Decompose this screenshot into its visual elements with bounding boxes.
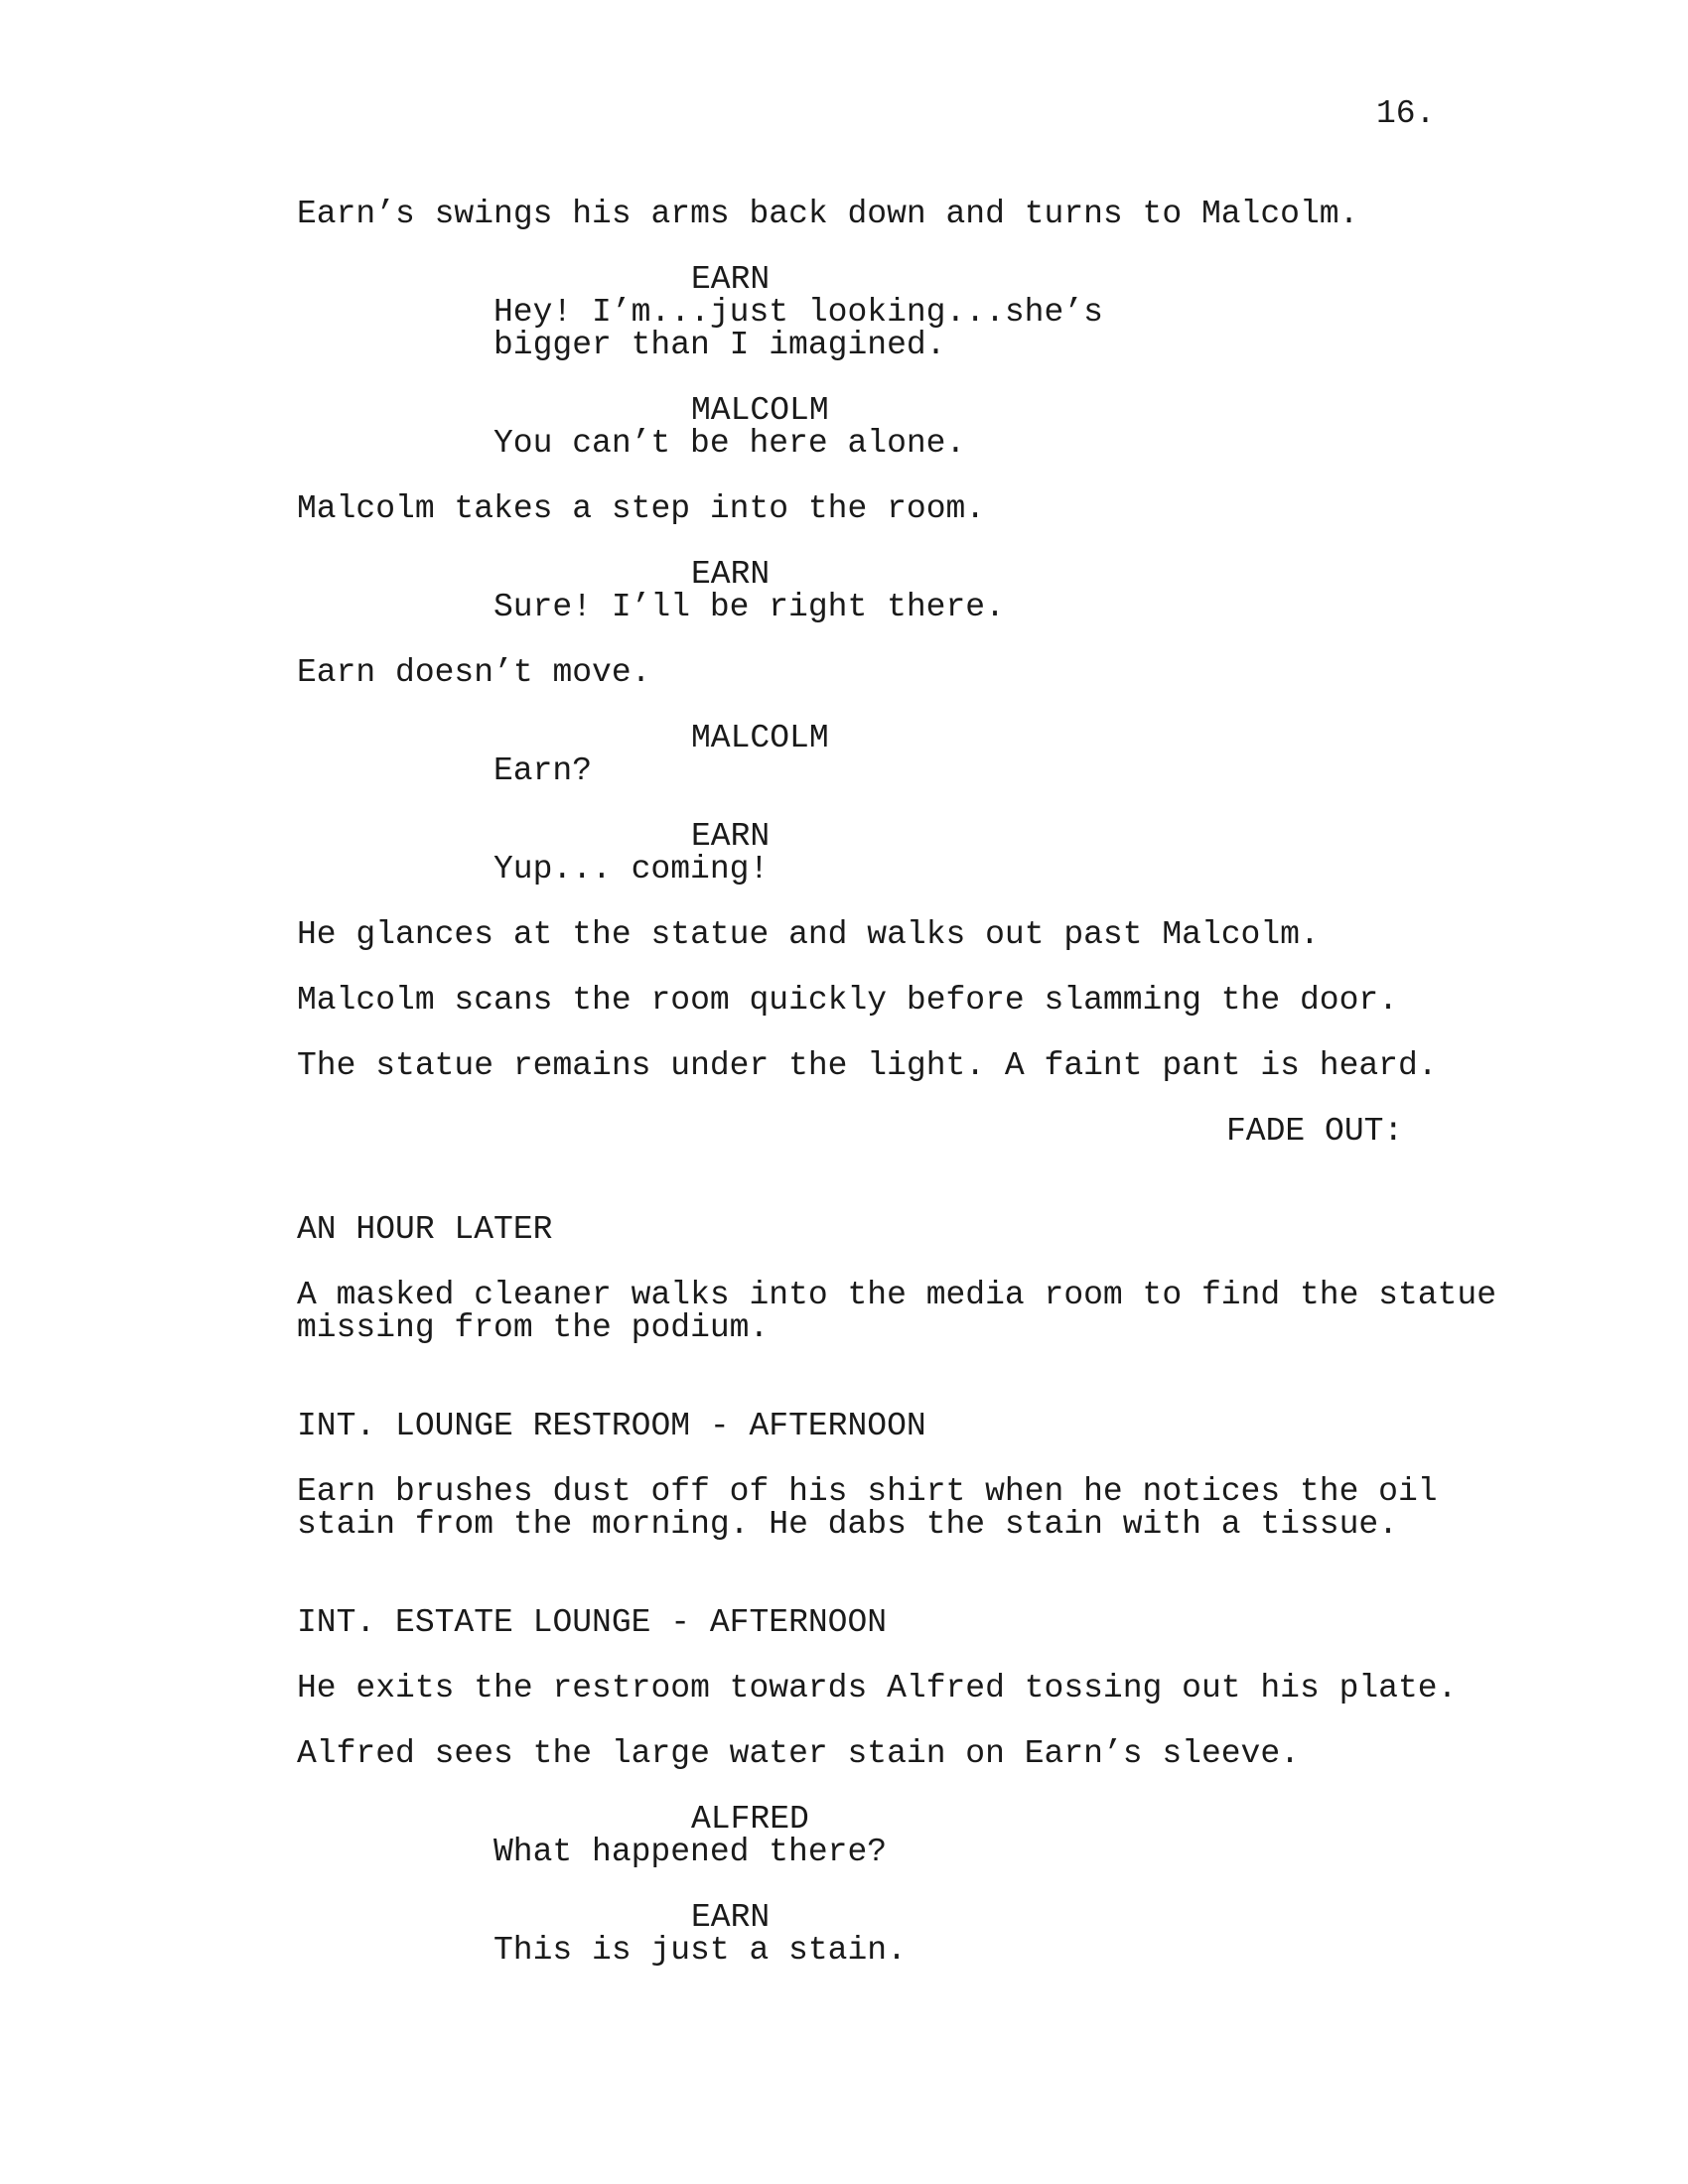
action-line: missing from the podium.: [297, 1309, 770, 1346]
action-line: The statue remains under the light. A faint pant is heard.: [297, 1047, 1438, 1084]
action-line: stain from the morning. He dabs the stain with a tissue.: [297, 1506, 1398, 1543]
scene-heading: INT. ESTATE LOUNGE - AFTERNOON: [297, 1604, 888, 1641]
dialogue-line: Hey! I’m...just looking...she’s: [493, 294, 1103, 331]
action-line: He exits the restroom towards Alfred tossing out his plate.: [297, 1670, 1458, 1706]
character-name: EARN: [691, 261, 771, 298]
dialogue-line: bigger than I imagined.: [493, 327, 946, 363]
character-name: MALCOLM: [691, 720, 829, 756]
dialogue-line: Yup... coming!: [493, 851, 770, 887]
action-line: Earn brushes dust off of his shirt when he notices the oil: [297, 1473, 1438, 1510]
action-line: A masked cleaner walks into the media room to find the statue: [297, 1277, 1496, 1313]
action-line: Alfred sees the large water stain on Earn’s sleeve.: [297, 1735, 1300, 1772]
character-name: EARN: [691, 556, 771, 593]
scene-heading: INT. LOUNGE RESTROOM - AFTERNOON: [297, 1408, 926, 1444]
action-line: Earn’s swings his arms back down and turns to Malcolm.: [297, 196, 1359, 232]
dialogue-line: Earn?: [493, 752, 593, 789]
character-name: MALCOLM: [691, 392, 829, 429]
character-name: ALFRED: [691, 1801, 809, 1838]
transition: FADE OUT:: [1226, 1113, 1404, 1150]
action-line: Earn doesn’t move.: [297, 654, 651, 691]
page-number: 16.: [1376, 95, 1436, 132]
character-name: EARN: [691, 1899, 771, 1936]
character-name: EARN: [691, 818, 771, 855]
action-line: He glances at the statue and walks out past Malcolm.: [297, 916, 1320, 953]
dialogue-line: You can’t be here alone.: [493, 425, 966, 462]
dialogue-line: Sure! I’ll be right there.: [493, 589, 1005, 625]
action-line: Malcolm scans the room quickly before slamming the door.: [297, 982, 1398, 1019]
action-line: Malcolm takes a step into the room.: [297, 490, 986, 527]
dialogue-line: This is just a stain.: [493, 1932, 907, 1969]
dialogue-line: What happened there?: [493, 1834, 888, 1870]
scene-heading: AN HOUR LATER: [297, 1211, 553, 1248]
